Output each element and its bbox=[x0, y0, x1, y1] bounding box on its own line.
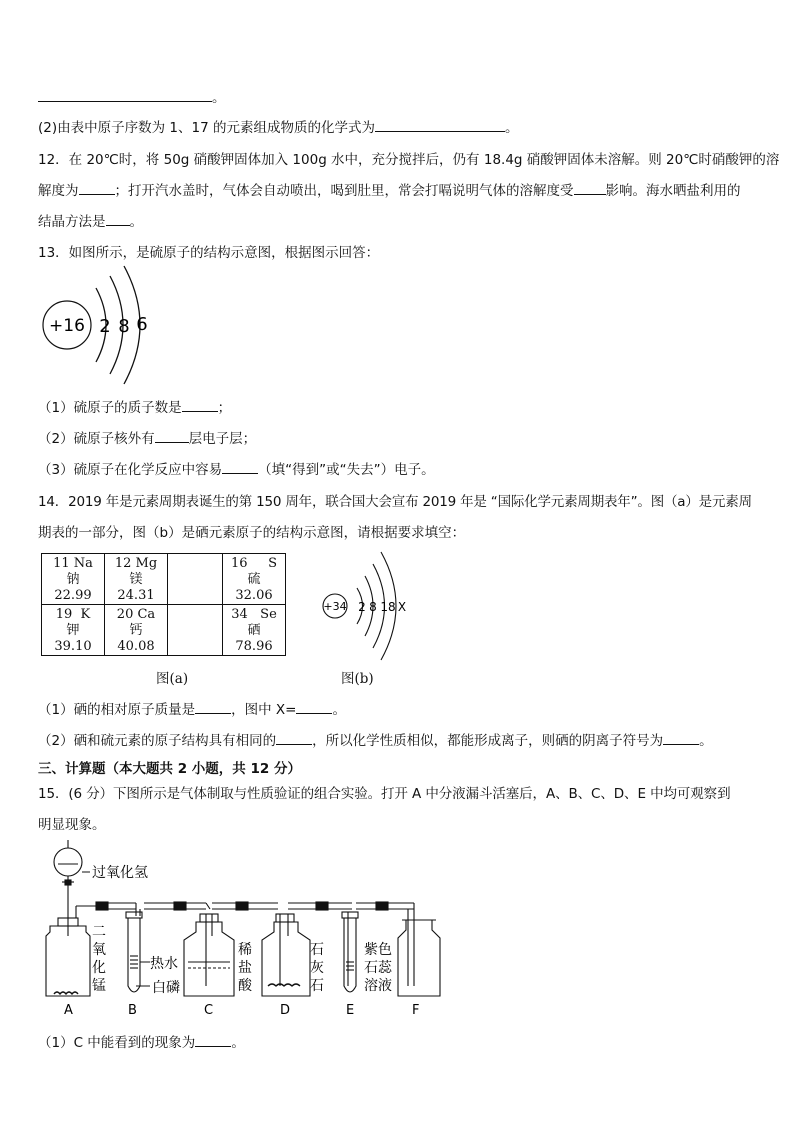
white-phosphorus-label: 白磷 bbox=[152, 980, 180, 996]
figure-a-caption: 图(a) bbox=[156, 671, 189, 687]
element-cell-mg: 12 Mg 镁 24.31 bbox=[105, 554, 168, 605]
apparatus-diagram bbox=[36, 836, 446, 1021]
bottle-a bbox=[46, 906, 98, 996]
sulfur-nucleus-charge: +16 bbox=[49, 316, 85, 336]
question-15-line2: 明显现象。 bbox=[38, 817, 106, 833]
answer-blank[interactable] bbox=[276, 732, 312, 745]
answer-blank[interactable] bbox=[79, 182, 115, 195]
element-cell-k: 19 K 钾 39.10 bbox=[42, 605, 105, 656]
answer-blank[interactable] bbox=[195, 701, 231, 714]
question-12-line1: 12．在 20℃时，将 50g 硝酸钾固体加入 100g 水中，充分搅拌后，仍有 18.4g 硝酸钾固体未溶解。则 20℃时硝酸钾的溶 bbox=[38, 152, 780, 168]
svg-text:C: C bbox=[204, 1003, 214, 1018]
answer-blank[interactable] bbox=[375, 119, 505, 132]
question-14-2: （2）硒和硫元素的原子结构具有相同的 ，所以化学性质相似，都能形成离子，则硒的阴离子符号为 。 bbox=[38, 733, 713, 749]
line-blank-prev: 。 bbox=[38, 86, 226, 106]
question-12-line2: 解度为 ；打开汽水盖时，气体会自动喷出，喝到肚里，常会打嗝说明气体的溶解度受 影响。海水晒盐利用的 bbox=[38, 183, 741, 199]
answer-blank[interactable] bbox=[155, 430, 189, 443]
apparatus-letters bbox=[64, 1003, 419, 1018]
svg-text:二: 二 bbox=[92, 924, 106, 940]
svg-text:盐: 盐 bbox=[238, 960, 252, 976]
bottle-c-label bbox=[238, 942, 253, 994]
question-13-2: （2）硫原子核外有 层电子层； bbox=[38, 431, 257, 447]
answer-blank[interactable] bbox=[182, 399, 218, 412]
question-15-1: （1）C 中能看到的现象为 。 bbox=[38, 1035, 245, 1051]
question-13-3: （3）硫原子在化学反应中容易 （填“得到”或“失去”）电子。 bbox=[38, 462, 435, 478]
element-cell-empty bbox=[168, 605, 223, 656]
svg-text:灰: 灰 bbox=[310, 960, 324, 976]
bottle-d-label bbox=[310, 942, 324, 994]
svg-text:氧: 氧 bbox=[92, 942, 106, 958]
svg-text:石: 石 bbox=[310, 942, 324, 958]
sulfur-shell-2-count: 8 bbox=[118, 316, 130, 337]
bottle-a-label bbox=[92, 924, 106, 994]
sulfur-shell-1-count: 2 bbox=[99, 316, 111, 337]
svg-text:F: F bbox=[412, 1003, 420, 1018]
selenium-nucleus-charge: +34 bbox=[323, 600, 347, 613]
element-cell-na: 11 Na 钠 22.99 bbox=[42, 554, 105, 605]
figure-b-caption: 图(b) bbox=[341, 671, 374, 687]
svg-text:稀: 稀 bbox=[238, 942, 252, 958]
svg-text:溶液: 溶液 bbox=[364, 978, 392, 994]
selenium-shell-4-count: X bbox=[397, 600, 407, 614]
svg-text:石: 石 bbox=[310, 978, 324, 994]
question-13-1: （1）硫原子的质子数是 ； bbox=[38, 400, 232, 416]
question-12-line3: 结晶方法是 。 bbox=[38, 214, 143, 230]
svg-text:酸: 酸 bbox=[238, 978, 252, 994]
element-cell-ca: 20 Ca 钙 40.08 bbox=[105, 605, 168, 656]
svg-text:锰: 锰 bbox=[92, 978, 106, 994]
svg-text:D: D bbox=[280, 1003, 291, 1018]
question-14-line1: 14．2019 年是元素周期表诞生的第 150 周年，联合国大会宣布 2019 年是 “国际化学元素周期表年”。图（a）是元素周 bbox=[38, 494, 752, 510]
sulfur-shell-3-count: 6 bbox=[136, 314, 148, 335]
element-cell-s: 16 S 硫 32.06 bbox=[223, 554, 286, 605]
selenium-atom-diagram bbox=[316, 542, 424, 672]
element-cell-se: 34 Se 硒 78.96 bbox=[223, 605, 286, 656]
tube-e-label bbox=[364, 941, 393, 994]
answer-blank[interactable] bbox=[106, 213, 130, 226]
element-cell-empty bbox=[168, 554, 223, 605]
hot-water-label: 热水 bbox=[150, 956, 178, 972]
table-row bbox=[42, 605, 286, 656]
svg-text:紫色: 紫色 bbox=[364, 942, 392, 958]
question-13: 13．如图所示，是硫原子的结构示意图，根据图示回答： bbox=[38, 245, 380, 261]
selenium-shell-3-count: 18 bbox=[380, 600, 396, 614]
answer-blank[interactable] bbox=[296, 701, 332, 714]
selenium-shell-1-count: 2 bbox=[358, 600, 366, 614]
answer-blank[interactable] bbox=[195, 1034, 231, 1047]
funnel-label: 过氧化氢 bbox=[92, 865, 148, 881]
answer-blank[interactable] bbox=[663, 732, 699, 745]
svg-text:石蕊: 石蕊 bbox=[364, 960, 392, 976]
svg-text:化: 化 bbox=[92, 960, 106, 976]
question-14-line2: 期表的一部分，图（b）是硒元素原子的结构示意图，请根据要求填空： bbox=[38, 525, 466, 541]
periodic-table-fragment bbox=[41, 553, 286, 656]
svg-text:E: E bbox=[346, 1003, 355, 1018]
svg-text:B: B bbox=[128, 1003, 137, 1018]
answer-blank[interactable] bbox=[574, 182, 606, 195]
section-3-heading: 三、计算题（本大题共 2 小题，共 12 分） bbox=[38, 761, 301, 777]
table-row bbox=[42, 554, 286, 605]
answer-blank[interactable] bbox=[38, 89, 212, 102]
question-14-1: （1）硒的相对原子质量是 ，图中 X= 。 bbox=[38, 702, 346, 718]
svg-text:A: A bbox=[64, 1003, 73, 1018]
question-15-line1: 15．(6 分）下图所示是气体制取与性质验证的组合实验。打开 A 中分液漏斗活塞后，A、B、C、D、E 中均可观察到 bbox=[38, 786, 731, 802]
answer-blank[interactable] bbox=[222, 461, 258, 474]
sulfur-atom-diagram bbox=[38, 262, 168, 386]
selenium-shell-2-count: 8 bbox=[369, 600, 377, 614]
question-11-part2: (2)由表中原子序数为 1、17 的元素组成物质的化学式为 。 bbox=[38, 120, 519, 136]
